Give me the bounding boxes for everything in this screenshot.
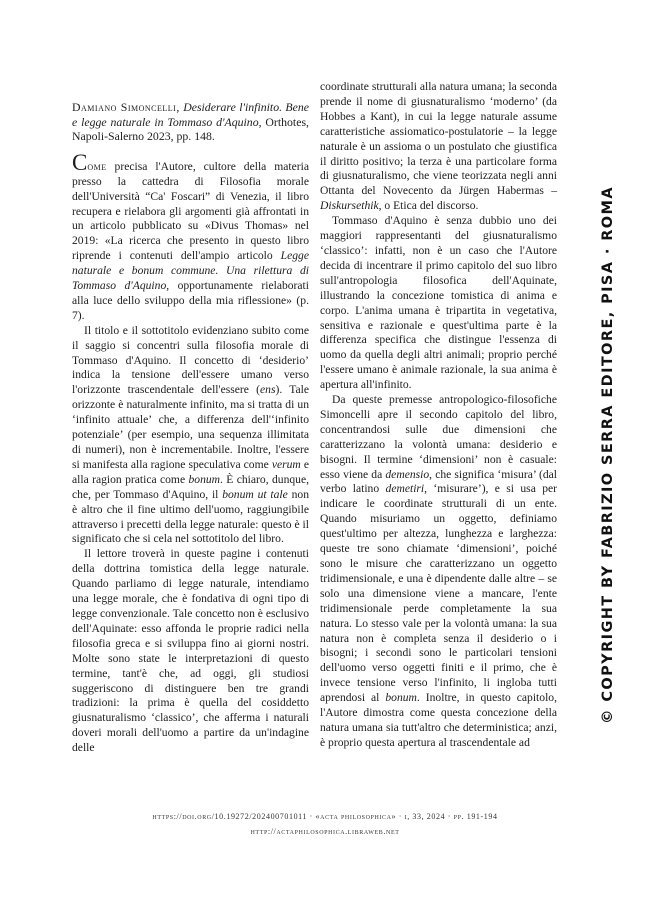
italic-span: Diskursethik xyxy=(320,199,379,213)
italic-span: ens xyxy=(260,383,276,397)
text-span: , che significa ‘misura’ (dal verbo latino xyxy=(320,467,557,496)
url-footer: http://actaphilosophica.libraweb.net xyxy=(250,827,400,836)
paragraph xyxy=(72,324,309,548)
drop-cap: C xyxy=(72,149,88,175)
book-details: , Orthotes, Napoli-Salerno 2023, pp. 148. xyxy=(72,114,309,144)
paragraph: Il lettore troverà in queste pagine i contenuti della dottrina tomistica della legge naturale. Quando parliamo di legge naturale, intendiamo una legge morale, che è fondativa di ogni tipo di legge convenzionale. Tale concetto non è esclusivo dell'Aquinate: esso affonda le proprie radici nella filosofia greca e si sviluppa fino ai giorni nostri. Molte sono state le interpretazioni di questo termine, tant'è che, ad oggi, gli studiosi suggeriscono di distinguere ben tre grandi tradizioni: la prima è quella del cosiddetto giusnaturalismo ‘classico’, che afferma i naturali doveri morali dell'uomo a partire da un'indagine delle xyxy=(72,547,309,755)
left-column xyxy=(72,78,309,756)
book-title: Desiderare l'infinito. Bene e legge naturale in Tommaso d'Aquino xyxy=(72,100,309,129)
italic-span: bonum xyxy=(188,472,221,486)
text-span: ). Tale orizzonte è naturalmente infinito, ma si tratta di un ‘infinito attuale’ che, a differenza dell'‘infinito potenziale’ (per esempio, una sequenza illimitata di numeri), non è incrementabile. Inoltre, l'essere si manifesta alla ragione speculativa come xyxy=(72,383,309,471)
text-span: coordinate strutturali alla natura umana; la seconda prende il nome di giusnaturalismo ‘moderno’ (da Hobbes a Kant), in cui la legge naturale assume caratteristiche assiomatico-postulatorie – la legge naturale è un assioma o un postulato che giustifica il diritto positivo; la terza è una particolare forma di giusnaturalismo, che viene teorizzata negli anni Ottanta del Novecento da Jürgen Habermas – xyxy=(320,80,557,198)
text-span: e alla ragion pratica come xyxy=(72,457,310,486)
paragraph xyxy=(320,80,557,214)
book-reference xyxy=(72,100,309,144)
italic-span: Legge naturale e bonum commune. Una rilettura di Tommaso d'Aquino xyxy=(72,249,309,293)
copyright-notice xyxy=(598,186,618,724)
paragraph xyxy=(72,149,310,324)
italic-span: demetiri xyxy=(385,482,425,496)
copyright-text: © COPYRIGHT BY FABRIZIO SERRA EDITORE, PISA · ROMA xyxy=(600,186,616,724)
smallcaps-lead: ome xyxy=(87,159,107,173)
italic-span: bonum xyxy=(385,691,417,705)
italic-span: verum xyxy=(271,457,301,471)
text-span: non è altro che il fine ultimo dell'uomo, raggiungibile attraverso i precetti della legge naturale: questo è il significato che si cela nel sottotitolo del libro. xyxy=(72,487,309,546)
book-author: Damiano Simoncelli, xyxy=(72,100,180,114)
doi-footer: https://doi.org/10.19272/202400701011 · «acta philosophica» · i, 33, 2024 · pp. 191-194 xyxy=(152,812,498,821)
text-span: , o Etica del discorso. xyxy=(378,199,479,213)
paragraph xyxy=(320,393,557,751)
italic-span: demensio xyxy=(385,467,430,481)
text-span: precisa l'Autore, cultore della materia presso la cattedra di Filosofia morale dell'Università “Ca' Foscari” di Venezia, il libro recupera e rielabora gli argomenti già affrontati in un articolo pubblicato su «Divus Thomas» nel 2019: «La ricerca che presento in questo libro riprende i contenuti dell'ampio articolo xyxy=(72,159,309,263)
text-span: . Inoltre, in questo capitolo, l'Autore dimostra come questa concezione della natura umana sia tutt'altro che deterministica; anzi, è proprio questa apertura al trascendentale ad xyxy=(320,691,557,749)
paragraph: Tommaso d'Aquino è senza dubbio uno dei maggiori rappresentanti del giusnaturalismo ‘classico’: infatti, non è un caso che l'Autore decida di incentrare il primo capitolo del suo libro sull'antropologia filosofica dell'Aquinate, illustrando la concezione tomistica di anima e corpo. L'anima umana è tripartita in vegetativa, sensitiva e razionale e quest'ultima parte è la differenza specifica che distingue l'essenza di uomo da quella degli altri animali; proprio perché l'essere umano è animale razionale, la sua anima è apertura all'infinito. xyxy=(320,214,557,392)
text-span: , ‘misurare’), e si usa per indicare le coordinate strutturali di un ente. Quando misuriamo un oggetto, definiamo quest'ultimo per altezza, lunghezza e larghezza: queste tre sono chiamate ‘dimensioni’, poiché sono le misure che caratterizzano un oggetto tridimensionale, e una è dipendente dalle altre – se solo una dimensione viene a mancare, l'ente tridimensionale perde completamente la sua natura. Lo stesso vale per la volontà umana: la sua natura non è completa senza il desiderio o i bisogni; i secondi sono le particolari tensioni dell'uomo verso oggetti finiti e il primo, che è invece tensione verso l'infinito, li ingloba tutti aprendosi al xyxy=(320,482,557,705)
right-column xyxy=(320,80,557,751)
text-span: Il titolo e il sottotitolo evidenziano subito come il saggio si concentri sulla filosofia morale di Tommaso d'Aquino. Il concetto di ‘desiderio’ indica la tensione dell'essere umano verso l'orizzonte trascendentale dell'essere ( xyxy=(72,323,309,397)
text-span: . È chiaro, dunque, che, per Tommaso d'Aquino, il xyxy=(72,472,310,501)
text-span: , opportunamente rielaborati alla luce dello sviluppo della mia riflessione» (p. 7). xyxy=(72,279,310,322)
text-span: Da queste premesse antropologico-filosofiche Simoncelli apre il secondo capitolo del libro, concentrandosi sulle due dimensioni che caratterizzano la volontà umana: desiderio e bisogni. Il termine ‘dimensioni’ non è casuale: esso viene da xyxy=(320,393,557,481)
italic-span: bonum ut tale xyxy=(222,487,288,501)
